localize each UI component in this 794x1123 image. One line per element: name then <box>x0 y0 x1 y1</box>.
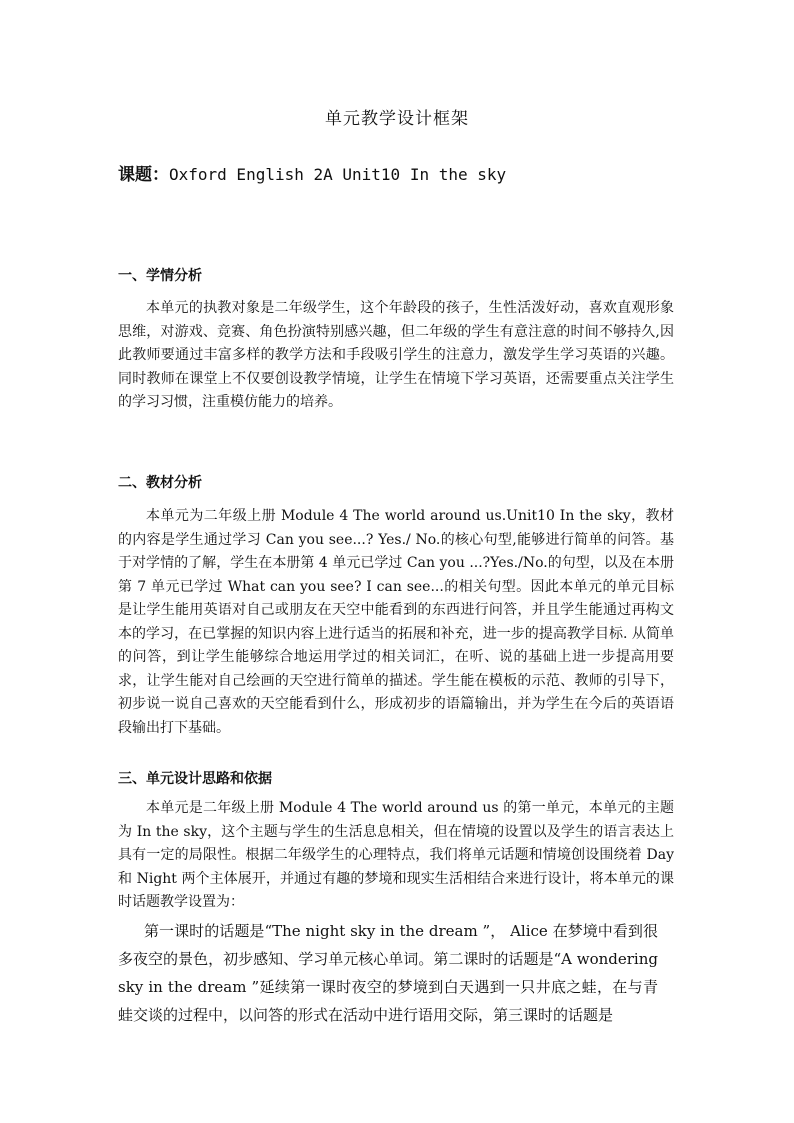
section-heading-learner-analysis: 一、学情分析 <box>118 268 202 284</box>
subject-line <box>118 160 506 185</box>
document-title: 单元教学设计框架 <box>325 109 469 129</box>
section-paragraph-learner-analysis: 本单元的执教对象是二年级学生，这个年龄段的孩子，生性活泼好动，喜欢直观形象思维，对游戏、竞赛、角色扮演特别感兴趣，但二年级的学生有意注意的时间不够持久,因此教师要通过丰富多样的教学方法和手段吸引学生的注意力，激发学生学习英语的兴趣。同时教师在课堂上不仅要创设教学情境，让学生在情境下学习英语，还需要重点关注学生的学习习惯，注重模仿能力的培养。 <box>118 300 674 410</box>
section-heading-textbook-analysis: 二、教材分析 <box>118 475 202 491</box>
subject-value: Oxford English 2A Unit10 In the sky <box>169 165 507 184</box>
section-paragraph-textbook-analysis: 本单元为二年级上册 Module 4 The world around us.Unit10 In the sky，教材的内容是学生通过学习 Can you see...? Yes./ No.的核心句型,能够进行简单的问答。基于对学情的了解，学生在本册第 4 单元已学过 Can you ...?Yes./No.的句型，以及在本册第 7 单元已学过 What can you see? I can see...的相关句型。因此本单元的单元目标是让学生能用英语对自己或朋友在天空中能看到的东西进行问答，并且学生能通过再构文本的学习，在已掌握的知识内容上进行适当的拓展和补充，进一步的提高教学目标. 从简单的问答，到让学生能够综合地运用学过的相关词汇，在听、说的基础上进一步提高用要求，让学生能对自己绘画的天空进行简单的描述。学生能在模板的示范、教师的引导下，初步说一说自己喜欢的天空能看到什么，形成初步的语篇输出，并为学生在今后的英语语段输出打下基础。 <box>118 508 674 736</box>
section-paragraph-design-rationale: 本单元是二年级上册 Module 4 The world around us 的第一单元，本单元的主题为 In the sky，这个主题与学生的生活息息相关，但在情境的设置以及学生的语言表达上具有一定的局限性。根据二年级学生的心理特点，我们将单元话题和情境创设围绕着 Day 和 Night 两个主体展开，并通过有趣的梦境和现实生活相结合来进行设计，将本单元的课时话题教学设置为： <box>118 800 674 910</box>
section-heading-design-rationale: 三、单元设计思路和依据 <box>118 771 272 787</box>
subject-label: 课题： <box>118 165 169 185</box>
section-paragraph-lesson-topics: 第一课时的话题是“The night sky in the dream ”， Alice 在梦境中看到很多夜空的景色，初步感知、学习单元核心单词。第二课时的话题是“A wondering sky in the dream ”延续第一课时夜空的梦境到白天遇到一只井底之蛙，在与青蛙交谈的过程中，以问答的形式在活动中进行语用交际，第三课时的话题是 <box>118 922 658 1024</box>
